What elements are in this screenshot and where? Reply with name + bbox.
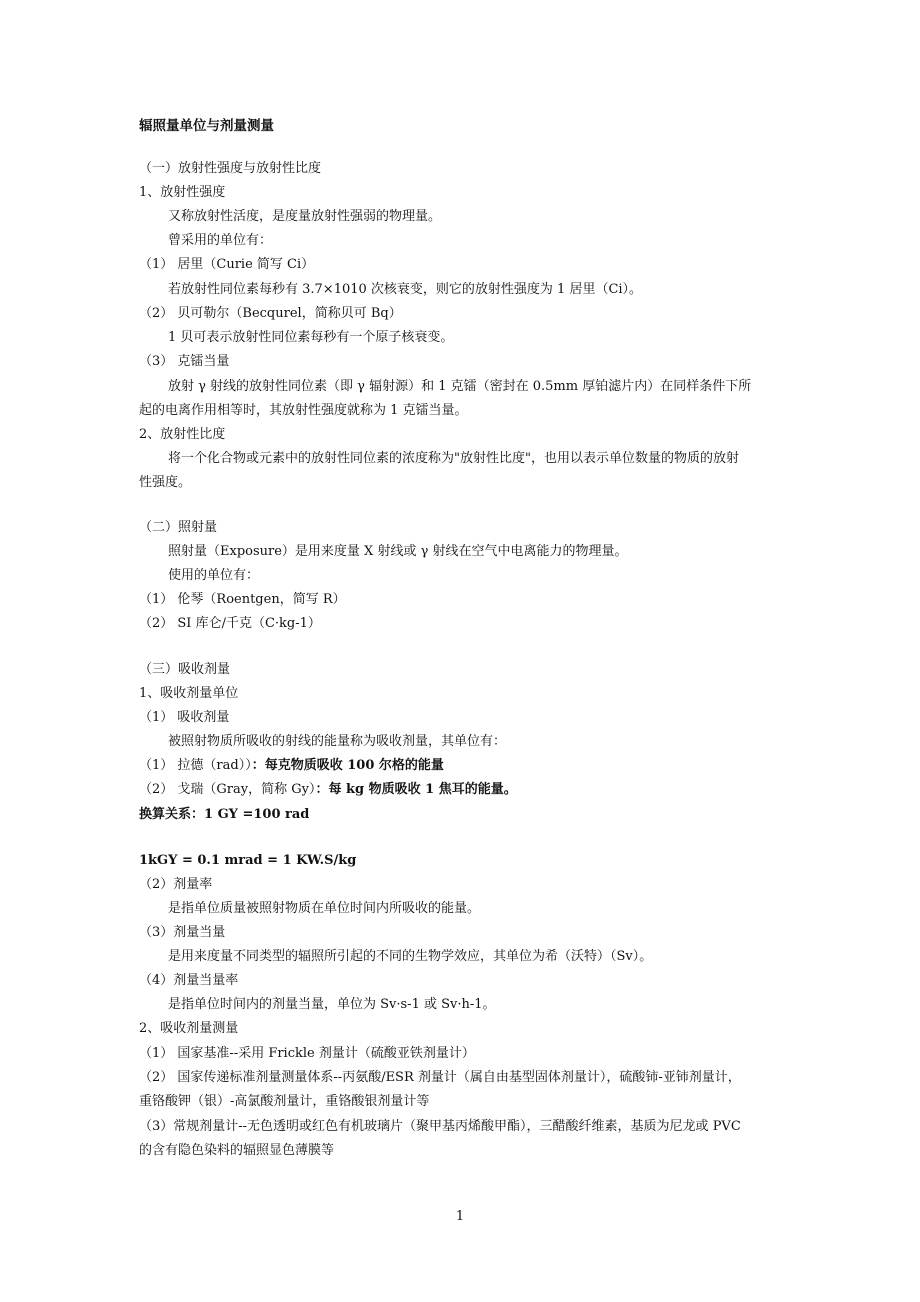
- section-heading-absorbed-dose: （三）吸收剂量: [139, 662, 231, 677]
- subsection-heading-dose-measurement: 2、吸收剂量测量: [139, 1021, 239, 1036]
- gray-definition: ：每 kg 物质吸收 1 焦耳的能量。: [315, 782, 517, 797]
- list-item-dose-rate: （2）剂量率: [139, 877, 213, 892]
- paragraph-exposure-units: 使用的单位有：: [168, 568, 260, 583]
- list-item-routine-dosimeter-line1: （3）常规剂量计--无色透明或红色有机玻璃片（聚甲基丙烯酸甲酯），三醋酸纤维素，基质为尼龙或 PVC: [139, 1119, 741, 1134]
- gray-label: （2） 戈瑞（Gray，简称 Gy）: [139, 782, 316, 797]
- paragraph-dose-equivalent-definition: 是用来度量不同类型的辐照所引起的不同的生物学效应，其单位为希（沃特）（Sv）。: [168, 949, 653, 964]
- list-item-dose-equivalent-rate: （4）剂量当量率: [139, 973, 239, 988]
- paragraph-becquerel-definition: 1 贝可表示放射性同位素每秒有一个原子核衰变。: [168, 330, 454, 345]
- list-item-absorbed-dose: （1） 吸收剂量: [139, 710, 230, 725]
- list-item-becquerel: （2） 贝可勒尔（Becqurel，简称贝可 Bq）: [139, 306, 402, 321]
- list-item-rad: [139, 757, 799, 775]
- paragraph-activity-definition: 又称放射性活度，是度量放射性强弱的物理量。: [168, 209, 442, 224]
- rad-definition: ：每克物质吸收 100 尔格的能量: [251, 758, 444, 773]
- paragraph-exposure-definition: 照射量（Exposure）是用来度量 X 射线或 γ 射线在空气中电离能力的物理量。: [168, 544, 628, 559]
- paragraph-dose-equivalent-rate-definition: 是指单位时间内的剂量当量，单位为 Sv·s-1 或 Sv·h-1。: [168, 997, 496, 1012]
- paragraph-specific-activity-line1: 将一个化合物或元素中的放射性同位素的浓度称为"放射性比度"，也用以表示单位数量的物质的放射: [168, 451, 739, 466]
- paragraph-radium-equivalent-line1: 放射 γ 射线的放射性同位素（即 γ 辐射源）和 1 克镭（密封在 0.5mm 厚铂滤片内）在同样条件下所: [168, 379, 752, 394]
- section-heading-exposure: （二）照射量: [139, 520, 218, 535]
- list-item-transfer-standard-line2: 重铬酸钾（银）-高氯酸剂量计，重铬酸银剂量计等: [139, 1094, 430, 1109]
- paragraph-curie-definition: 若放射性同位素每秒有 3.7×1010 次核衰变，则它的放射性强度为 1 居里（Ci）。: [168, 282, 643, 297]
- conversion-formula: 1kGY = 0.1 mrad = 1 KW.S/kg: [139, 853, 357, 868]
- section-heading-radioactivity: （一）放射性强度与放射性比度: [139, 161, 322, 176]
- document-title: 辐照量单位与剂量测量: [139, 118, 274, 134]
- paragraph-absorbed-dose-definition: 被照射物质所吸收的射线的能量称为吸收剂量，其单位有：: [168, 734, 507, 749]
- list-item-roentgen: （1） 伦琴（Roentgen，简写 R）: [139, 592, 346, 607]
- list-item-curie: （1） 居里（Curie 简写 Ci）: [139, 257, 315, 272]
- paragraph-dose-rate-definition: 是指单位质量被照射物质在单位时间内所吸收的能量。: [168, 901, 481, 916]
- list-item-national-standard: （1） 国家基准--采用 Frickle 剂量计（硫酸亚铁剂量计）: [139, 1046, 475, 1061]
- list-item-routine-dosimeter-line2: 的含有隐色染料的辐照显色薄膜等: [139, 1143, 335, 1158]
- paragraph-specific-activity-line2: 性强度。: [139, 475, 192, 490]
- subsection-heading-dose-units: 1、吸收剂量单位: [139, 686, 239, 701]
- list-item-si-unit: （2） SI 库仑/千克（C·kg-1）: [139, 616, 321, 631]
- list-item-radium-equivalent: （3） 克镭当量: [139, 354, 230, 369]
- list-item-transfer-standard-line1: （2） 国家传递标准剂量测量体系--丙氨酸/ESR 剂量计（属自由基型固体剂量计），硫酸铈-亚铈剂量计，: [139, 1070, 741, 1085]
- paragraph-radium-equivalent-line2: 起的电离作用相等时，其放射性强度就称为 1 克镭当量。: [139, 403, 468, 418]
- conversion-relation: 换算关系：1 GY =100 rad: [139, 807, 310, 822]
- page-number: 1: [455, 1209, 465, 1224]
- list-item-gray: [139, 781, 799, 799]
- subsection-heading-specific-activity: 2、放射性比度: [139, 427, 226, 442]
- subsection-heading-activity: 1、放射性强度: [139, 185, 226, 200]
- list-item-dose-equivalent: （3）剂量当量: [139, 925, 226, 940]
- rad-label: （1） 拉德（rad））: [139, 758, 252, 773]
- paragraph-units-used: 曾采用的单位有：: [168, 233, 273, 248]
